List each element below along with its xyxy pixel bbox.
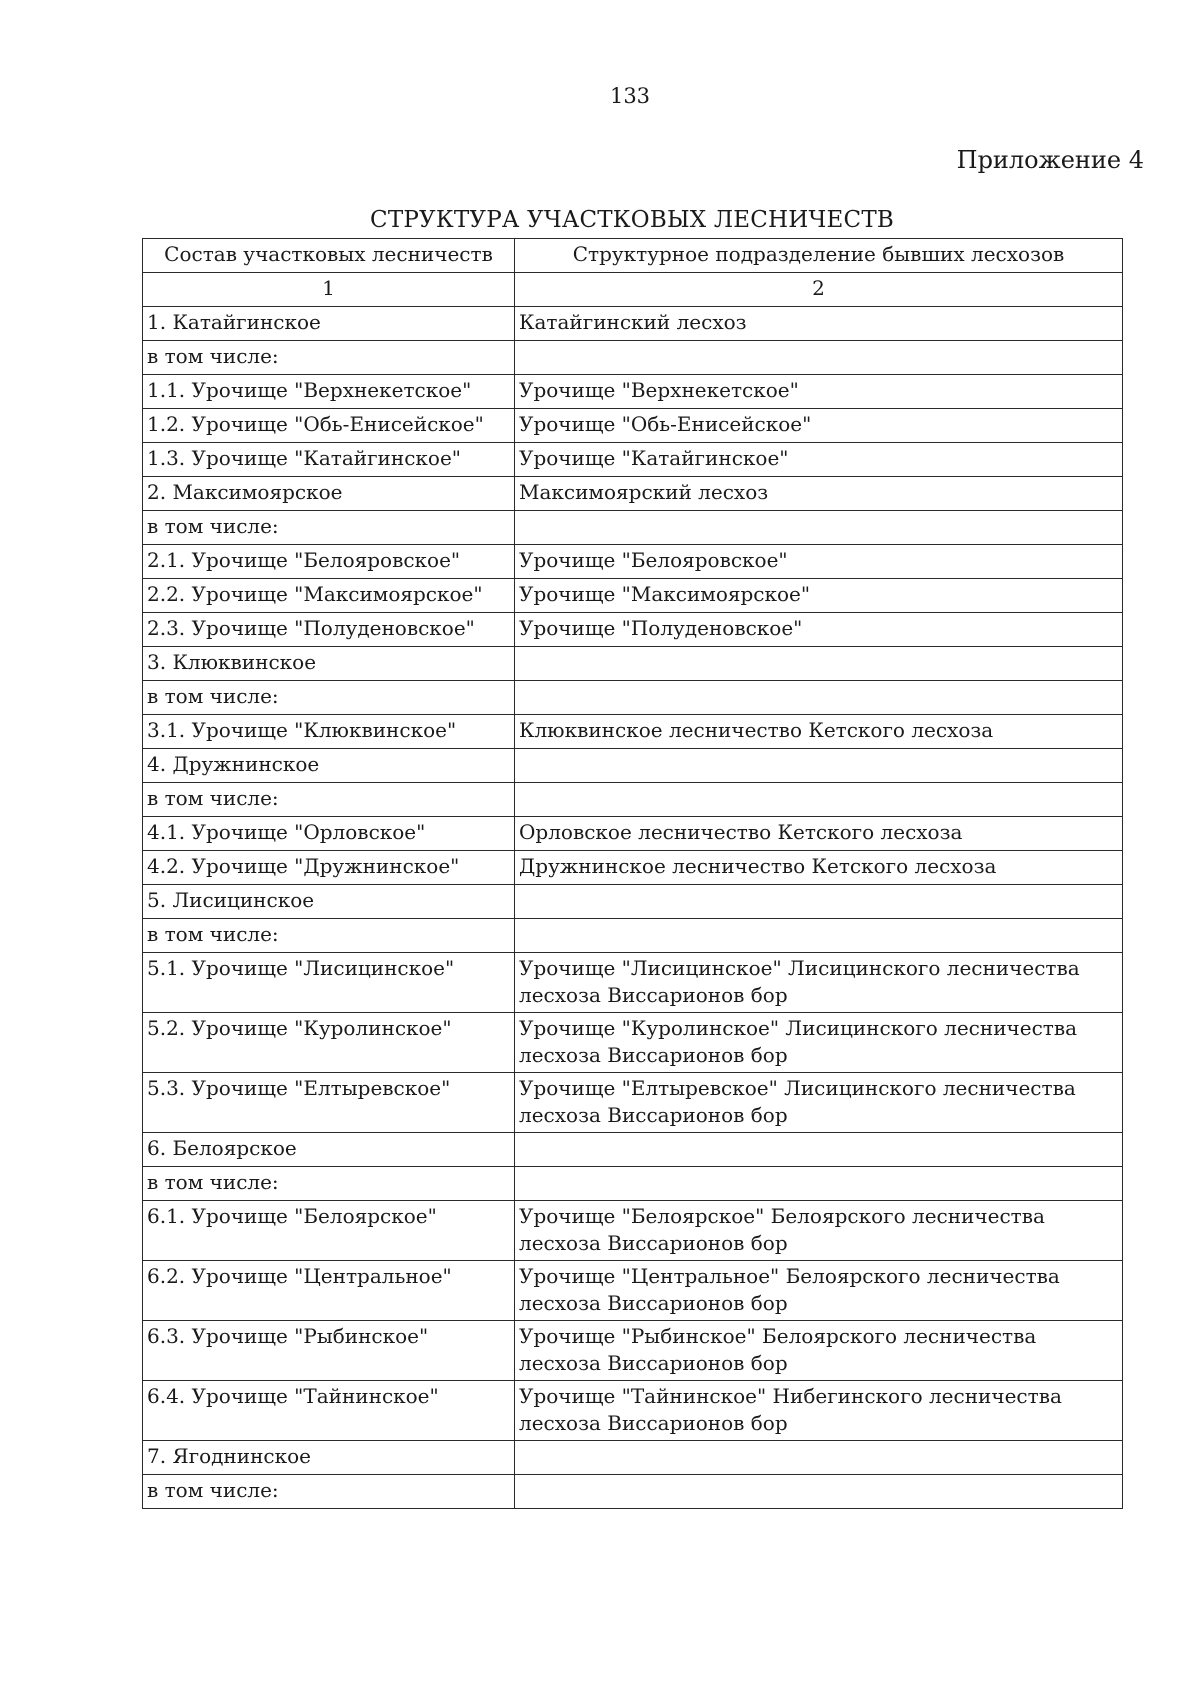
cell-former-unit: Клюквинское лесничество Кетского лесхоза xyxy=(515,715,1123,749)
cell-forestry-composition: в том числе: xyxy=(143,511,515,545)
table-row xyxy=(143,579,1123,613)
cell-forestry-composition: 3.1. Урочище "Клюквинское" xyxy=(143,715,515,749)
cell-former-unit: Дружнинское лесничество Кетского лесхоза xyxy=(515,851,1123,885)
table-row xyxy=(143,1073,1123,1133)
cell-former-unit xyxy=(515,1167,1123,1201)
cell-former-unit xyxy=(515,681,1123,715)
column-number-row xyxy=(143,273,1123,307)
cell-former-unit xyxy=(515,1441,1123,1475)
document-title: СТРУКТУРА УЧАСТКОВЫХ ЛЕСНИЧЕСТВ xyxy=(370,207,894,233)
cell-forestry-composition: в том числе: xyxy=(143,783,515,817)
cell-forestry-composition: 6.2. Урочище "Центральное" xyxy=(143,1261,515,1321)
cell-forestry-composition: в том числе: xyxy=(143,341,515,375)
table-row xyxy=(143,851,1123,885)
cell-former-unit xyxy=(515,341,1123,375)
cell-former-unit: Урочище "Верхнекетское" xyxy=(515,375,1123,409)
cell-forestry-composition: 3. Клюквинское xyxy=(143,647,515,681)
cell-forestry-composition: 2. Максимоярское xyxy=(143,477,515,511)
table-row xyxy=(143,715,1123,749)
cell-former-unit xyxy=(515,511,1123,545)
table-row xyxy=(143,817,1123,851)
cell-former-unit: Урочище "Елтыревское" Лисицинского лесничества лесхоза Виссарионов бор xyxy=(515,1073,1123,1133)
cell-forestry-composition: 2.3. Урочище "Полуденовское" xyxy=(143,613,515,647)
cell-forestry-composition: 1.2. Урочище "Обь-Енисейское" xyxy=(143,409,515,443)
table-row xyxy=(143,307,1123,341)
appendix-label: Приложение 4 xyxy=(956,146,1144,174)
cell-former-unit: Урочище "Полуденовское" xyxy=(515,613,1123,647)
column-header-former-unit: Структурное подразделение бывших лесхозов xyxy=(515,239,1123,273)
table-row xyxy=(143,1133,1123,1167)
cell-forestry-composition: 5.1. Урочище "Лисицинское" xyxy=(143,953,515,1013)
cell-forestry-composition: 6.4. Урочище "Тайнинское" xyxy=(143,1381,515,1441)
cell-forestry-composition: в том числе: xyxy=(143,1475,515,1509)
table-row xyxy=(143,1381,1123,1441)
cell-former-unit xyxy=(515,919,1123,953)
cell-forestry-composition: 4. Дружнинское xyxy=(143,749,515,783)
cell-forestry-composition: 7. Ягоднинское xyxy=(143,1441,515,1475)
cell-forestry-composition: 1. Катайгинское xyxy=(143,307,515,341)
cell-former-unit: Урочище "Белояровское" xyxy=(515,545,1123,579)
table-header-row xyxy=(143,239,1123,273)
table-row xyxy=(143,919,1123,953)
column-header-composition: Состав участковых лесничеств xyxy=(143,239,515,273)
cell-forestry-composition: 6.3. Урочище "Рыбинское" xyxy=(143,1321,515,1381)
table-row xyxy=(143,1441,1123,1475)
cell-forestry-composition: 1.1. Урочище "Верхнекетское" xyxy=(143,375,515,409)
table-row xyxy=(143,409,1123,443)
cell-former-unit: Урочище "Центральное" Белоярского лесничества лесхоза Виссарионов бор xyxy=(515,1261,1123,1321)
cell-forestry-composition: 2.1. Урочище "Белояровское" xyxy=(143,545,515,579)
table-row xyxy=(143,613,1123,647)
cell-former-unit: Орловское лесничество Кетского лесхоза xyxy=(515,817,1123,851)
cell-forestry-composition: 4.2. Урочище "Дружнинское" xyxy=(143,851,515,885)
table-row xyxy=(143,1201,1123,1261)
cell-former-unit xyxy=(515,749,1123,783)
table-row xyxy=(143,545,1123,579)
cell-former-unit xyxy=(515,1133,1123,1167)
table-row xyxy=(143,681,1123,715)
cell-forestry-composition: 4.1. Урочище "Орловское" xyxy=(143,817,515,851)
table-row xyxy=(143,341,1123,375)
cell-former-unit: Урочище "Куролинское" Лисицинского лесничества лесхоза Виссарионов бор xyxy=(515,1013,1123,1073)
table-row xyxy=(143,885,1123,919)
cell-former-unit xyxy=(515,1475,1123,1509)
table-row xyxy=(143,1321,1123,1381)
cell-forestry-composition: в том числе: xyxy=(143,681,515,715)
table-row xyxy=(143,477,1123,511)
cell-forestry-composition: в том числе: xyxy=(143,1167,515,1201)
cell-forestry-composition: 6. Белоярское xyxy=(143,1133,515,1167)
table-row xyxy=(143,375,1123,409)
table-row xyxy=(143,1013,1123,1073)
column-number-1: 1 xyxy=(143,273,515,307)
table-row xyxy=(143,1167,1123,1201)
table-row xyxy=(143,1475,1123,1509)
table-row xyxy=(143,783,1123,817)
cell-former-unit: Урочище "Белоярское" Белоярского лесничества лесхоза Виссарионов бор xyxy=(515,1201,1123,1261)
cell-former-unit: Урочище "Максимоярское" xyxy=(515,579,1123,613)
page-number: 133 xyxy=(609,84,651,108)
cell-forestry-composition: 1.3. Урочище "Катайгинское" xyxy=(143,443,515,477)
cell-former-unit: Урочище "Лисицинское" Лисицинского лесничества лесхоза Виссарионов бор xyxy=(515,953,1123,1013)
cell-former-unit: Урочище "Тайнинское" Нибегинского лесничества лесхоза Виссарионов бор xyxy=(515,1381,1123,1441)
cell-forestry-composition: 5.3. Урочище "Елтыревское" xyxy=(143,1073,515,1133)
cell-former-unit xyxy=(515,885,1123,919)
table-row xyxy=(143,443,1123,477)
cell-former-unit: Урочище "Катайгинское" xyxy=(515,443,1123,477)
table-body xyxy=(143,307,1123,1509)
cell-forestry-composition: в том числе: xyxy=(143,919,515,953)
cell-forestry-composition: 6.1. Урочище "Белоярское" xyxy=(143,1201,515,1261)
table-row xyxy=(143,511,1123,545)
cell-forestry-composition: 5. Лисицинское xyxy=(143,885,515,919)
cell-former-unit: Урочище "Обь-Енисейское" xyxy=(515,409,1123,443)
forestry-structure-table xyxy=(142,238,1123,1509)
table-row xyxy=(143,953,1123,1013)
table-row xyxy=(143,1261,1123,1321)
cell-forestry-composition: 5.2. Урочище "Куролинское" xyxy=(143,1013,515,1073)
table-row xyxy=(143,647,1123,681)
cell-forestry-composition: 2.2. Урочище "Максимоярское" xyxy=(143,579,515,613)
column-number-2: 2 xyxy=(515,273,1123,307)
cell-former-unit: Катайгинский лесхоз xyxy=(515,307,1123,341)
table-row xyxy=(143,749,1123,783)
cell-former-unit: Урочище "Рыбинское" Белоярского лесничества лесхоза Виссарионов бор xyxy=(515,1321,1123,1381)
cell-former-unit xyxy=(515,647,1123,681)
cell-former-unit xyxy=(515,783,1123,817)
cell-former-unit: Максимоярский лесхоз xyxy=(515,477,1123,511)
